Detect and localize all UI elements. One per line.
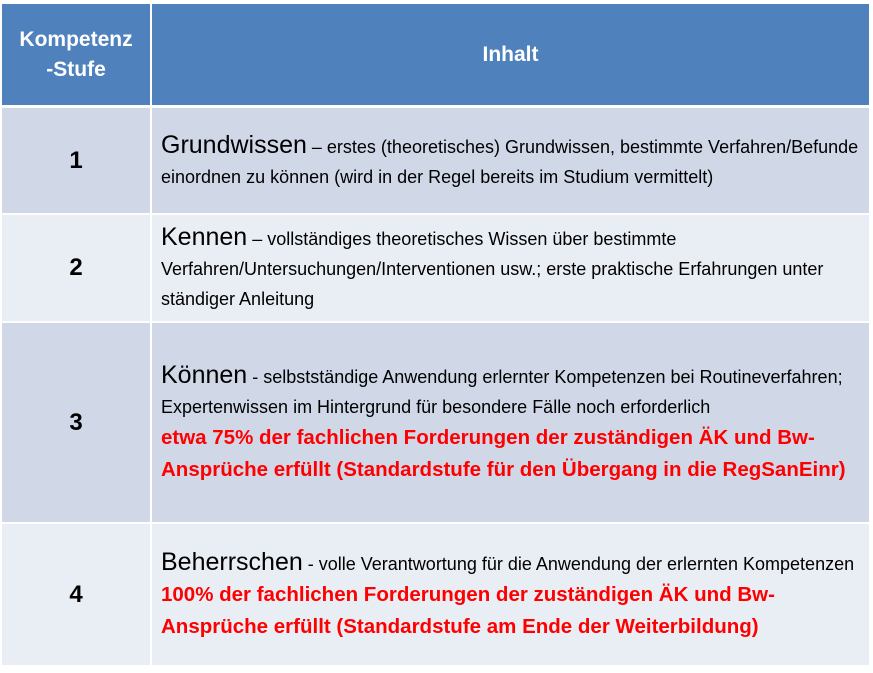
header-row <box>2 4 869 108</box>
table-row <box>2 215 869 323</box>
level-description: - volle Verantwortung für die Anwendung der erlernten Kompetenzen <box>302 553 855 574</box>
table-row <box>2 524 869 667</box>
level-cell: 4 <box>2 524 152 667</box>
table-row <box>2 323 869 524</box>
header-level-label: Kompetenz -Stufe <box>19 27 133 81</box>
level-term: Kennen <box>161 223 248 251</box>
header-level <box>2 4 152 108</box>
competence-table <box>2 4 869 667</box>
level-term: Können <box>161 360 248 389</box>
content-cell <box>152 108 869 215</box>
level-description: - selbstständige Anwendung erlernter Kompetenzen bei Routineverfahren; Expertenwissen im Hintergrund für besondere Fälle noch erforderlich <box>161 366 843 417</box>
level-cell: 1 <box>2 108 152 215</box>
level-term: Beherrschen <box>161 547 303 576</box>
content-cell <box>152 215 869 323</box>
header-content-label: Inhalt <box>482 42 539 66</box>
level-description: – erstes (theoretisches) Grundwissen, bestimmte Verfahren/Befunde einordnen zu können (wird in der Regel bereits im Studium vermittelt) <box>161 136 859 187</box>
content-cell <box>152 323 869 524</box>
level-description: – vollständiges theoretisches Wissen über bestimmte Verfahren/Untersuchungen/Interventionen usw.; erste praktische Erfahrungen unter ständiger Anleitung <box>161 229 824 309</box>
header-content <box>152 4 869 108</box>
level-note: etwa 75% der fachlichen Forderungen der zuständigen ÄK und Bw-Ansprüche erfüllt (Standardstufe für den Übergang in die RegSanEinr) <box>161 425 846 481</box>
content-cell <box>152 524 869 667</box>
table-row <box>2 108 869 215</box>
level-term: Grundwissen <box>161 130 307 159</box>
level-note: 100% der fachlichen Forderungen der zuständigen ÄK und Bw-Ansprüche erfüllt (Standardstufe am Ende der Weiterbildung) <box>161 582 775 638</box>
level-cell: 2 <box>2 215 152 323</box>
level-cell: 3 <box>2 323 152 524</box>
